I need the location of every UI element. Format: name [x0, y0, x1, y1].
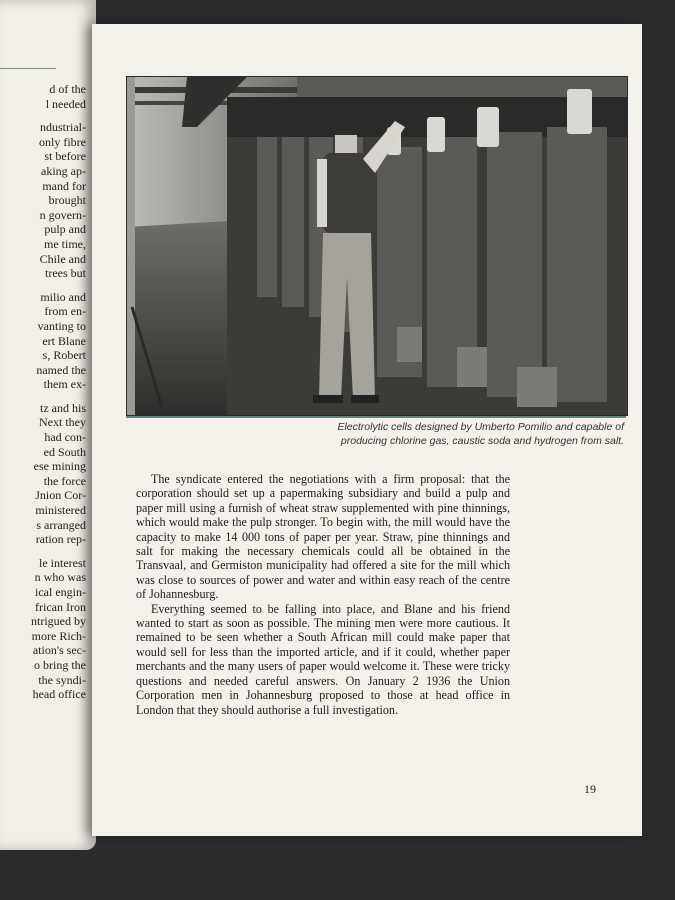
left-page-line: le interest	[39, 555, 86, 570]
left-page-line: from en-	[44, 304, 86, 319]
page-number: 19	[584, 782, 596, 796]
paragraph: The syndicate entered the negotiations with a firm proposal: that the corporation should set up a papermaking subsidiary and build a pulp and paper mill using a furnish of wheat straw supplemented with pine thinnings, which would make the pulp stronger. To begin with, the mill would have the capacity to make 14 000 tons of paper per year. Straw, pine thinnings and salt for making the necessary chemicals could all be obtained in the Transvaal, and Germiston municipality had offered a site for the mill which was close to sources of power and water and within easy reach of the centre of Johannesburg.	[136, 472, 510, 602]
left-page-line: ration rep-	[35, 532, 86, 547]
left-page-line: aking ap-	[41, 163, 86, 178]
left-page-line: had con-	[44, 430, 86, 445]
left-page-rule	[0, 68, 56, 69]
left-page-line: mand for	[42, 178, 86, 193]
left-page-line: ese mining	[33, 459, 86, 474]
left-page-gap	[0, 547, 86, 556]
left-page-line: ed South	[43, 444, 86, 459]
paragraph: Everything seemed to be falling into place, and Blane and his friend wanted to start as soon as possible. The mining men were more cautious. It remained to be seen whether a South African mill could make paper that would sell for less than the imported article, and if it could, whether paper merchants and the many users of paper would welcome it. These were tricky questions and needed careful answers. On January 2 1936 the Union Corporation men in Johannesburg proposed to those at head office in London that they should authorise a full investigation.	[136, 601, 510, 717]
photo-caption: Electrolytic cells designed by Umberto Pomilio and capable of producing chlorine gas, caustic soda and hydrogen from salt.	[337, 421, 624, 447]
left-page-line: s arranged	[36, 517, 86, 532]
left-page-line: Chile and	[39, 251, 86, 266]
left-page-line: pulp and	[44, 222, 86, 237]
left-page-line: tz and his	[40, 400, 86, 415]
left-page-line: s, Robert	[42, 348, 86, 363]
left-page-line: milio and	[40, 289, 86, 304]
left-page-line: ndustrial-	[40, 120, 86, 135]
left-page-gap	[0, 392, 86, 401]
body-text	[136, 472, 510, 717]
left-page-line: Next they	[39, 415, 86, 430]
left-page-line: me time,	[44, 236, 86, 251]
left-page-line: named the	[36, 362, 86, 377]
left-page-line: the force	[43, 473, 86, 488]
left-page-line: brought	[48, 193, 86, 208]
left-page-line: only fibre	[39, 134, 86, 149]
left-page-line: ministered	[35, 503, 86, 518]
left-page-line: vanting to	[37, 318, 86, 333]
left-page-line: ation's sec-	[32, 643, 86, 658]
left-page-line: Jnion Cor-	[35, 488, 86, 503]
left-page-line: n who was	[34, 570, 86, 585]
left-page-line: them ex-	[43, 377, 86, 392]
left-page-line: st before	[44, 149, 86, 164]
left-page-gap	[0, 111, 86, 120]
left-page-line: o bring the	[34, 657, 86, 672]
left-page-gap	[0, 281, 86, 290]
left-page-text	[0, 82, 86, 702]
left-page	[0, 0, 96, 850]
left-page-line: more Rich-	[31, 628, 86, 643]
left-page-line: ert Blane	[42, 333, 86, 348]
electrolytic-cells-photo	[126, 76, 628, 416]
right-page	[92, 24, 642, 836]
left-page-line: n govern-	[39, 207, 86, 222]
left-page-line: head office	[32, 687, 86, 702]
left-page-line: l needed	[45, 96, 86, 111]
photo-illustration	[127, 77, 627, 415]
caption-rule	[126, 416, 626, 418]
left-page-line: ical engin-	[35, 585, 86, 599]
left-page-line: ntrigued by	[31, 614, 86, 629]
left-page-line: the syndi-	[38, 672, 86, 687]
left-page-line: d of the	[49, 82, 86, 96]
left-page-line: frican Iron	[35, 599, 86, 614]
left-page-line: trees but	[45, 266, 86, 281]
